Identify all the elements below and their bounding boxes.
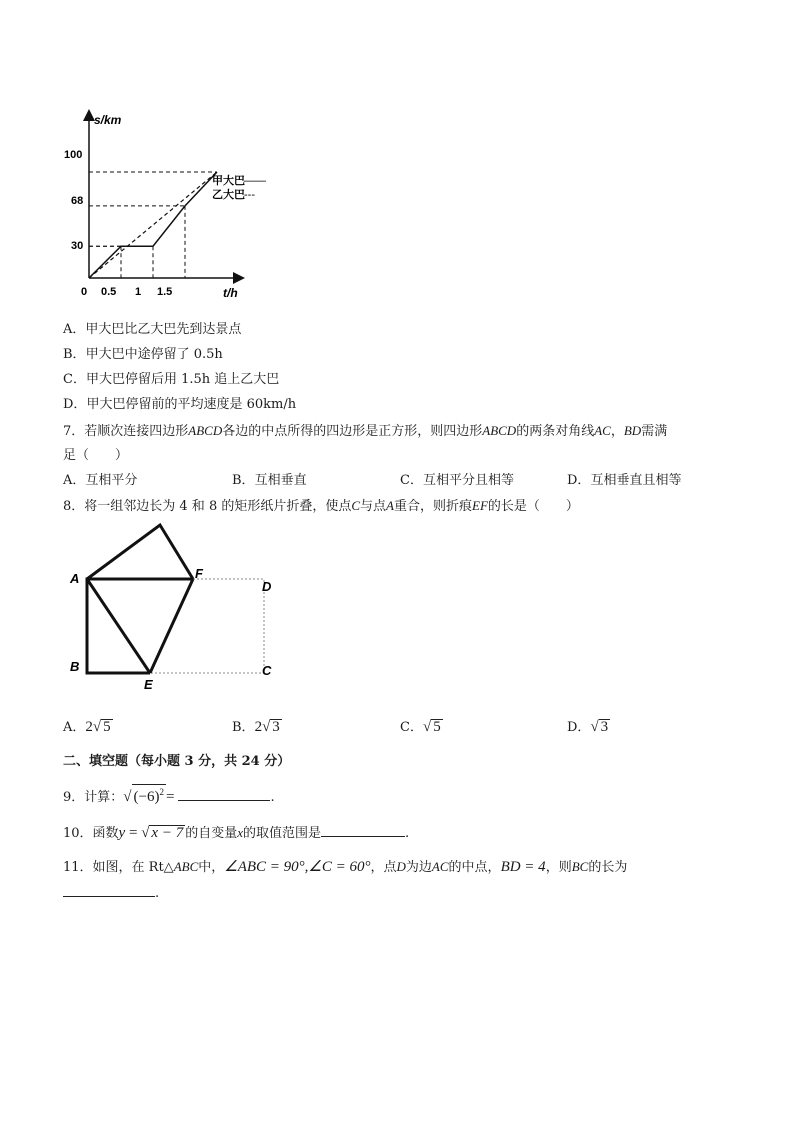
x-axis-label: t/h (223, 286, 238, 300)
legend-yi-label: 乙大巴 (212, 189, 245, 201)
q8-stem: 8．将一组邻边长为 4 和 8 的矩形纸片折叠，使点C与点A重合，则折痕EF的长是（ ） (63, 498, 579, 514)
distance-time-graph (60, 100, 266, 310)
q8-option-c: C．√ 5 (400, 719, 441, 735)
crease-ef (150, 579, 193, 673)
label-a: A (70, 571, 80, 586)
y-tick-100: 100 (64, 149, 83, 161)
folded-flap (87, 525, 193, 579)
legend-yi-line: --- (244, 189, 255, 201)
folding-figure (60, 515, 290, 695)
y-axis-label: s/km (94, 113, 122, 127)
q8-option-a: A．2√ 5 (63, 719, 111, 735)
q8-option-b: B．2√ 3 (232, 719, 280, 735)
x-tick-1: 1 (135, 286, 142, 298)
label-f: F (195, 566, 203, 581)
x-tick-1.5: 1.5 (157, 286, 173, 298)
q6-option-a: A．甲大巴比乙大巴先到达景点 (63, 322, 242, 337)
q7-option-c: C．互相平分且相等 (400, 473, 514, 488)
q10: 10．函数y = √ x − 7 的自变量x的取值范围是 . (63, 822, 409, 842)
legend-jia-label: 甲大巴 (212, 175, 245, 187)
q7-option-a: A．互相平分 (63, 473, 138, 488)
segment-ae (87, 579, 150, 673)
q6-option-c: C．甲大巴停留后用 1.5h 追上乙大巴 (63, 372, 280, 387)
y-tick-68: 68 (71, 195, 84, 207)
x-tick-0.5: 0.5 (101, 286, 117, 298)
q6-option-d: D．甲大巴停留前的平均速度是 60km/h (63, 397, 297, 412)
q11-line1: 11．如图，在 Rt△ABC中，∠ABC = 90°,∠C = 60°，点D为边AC的中点，BD = 4，则BC的长为 (63, 859, 628, 875)
legend-jia-line: —— (244, 175, 266, 187)
q7-stem-line2: 足（ ） (63, 448, 129, 463)
q7-option-d: D．互相垂直且相等 (567, 473, 682, 488)
section-2-title: 二、填空题（每小题 3 分，共 24 分） (63, 754, 291, 769)
q9: 9．计算：√ $(-6)^2$ = . (63, 784, 275, 806)
q7-option-b: B．互相垂直 (232, 473, 307, 488)
q11-line2: . (63, 882, 159, 901)
q8-option-d: D．√ 3 (567, 719, 609, 735)
q9-answer-blank[interactable] (178, 786, 270, 801)
label-c: C (262, 663, 272, 678)
x-tick-0: 0 (81, 286, 88, 298)
q7-stem-line1: 7．若顺次连接四边形ABCD各边的中点所得的四边形是正方形，则四边形ABCD的两条对角线AC，BD需满 (63, 423, 668, 439)
q10-answer-blank[interactable] (321, 822, 405, 837)
y-tick-30: 30 (71, 240, 84, 252)
rect-remainder (150, 579, 264, 673)
q11-answer-blank[interactable] (63, 882, 155, 897)
q6-option-b: B．甲大巴中途停留了 0.5h (63, 347, 223, 362)
label-e: E (144, 677, 153, 692)
label-d: D (262, 579, 272, 594)
label-b: B (70, 659, 80, 674)
